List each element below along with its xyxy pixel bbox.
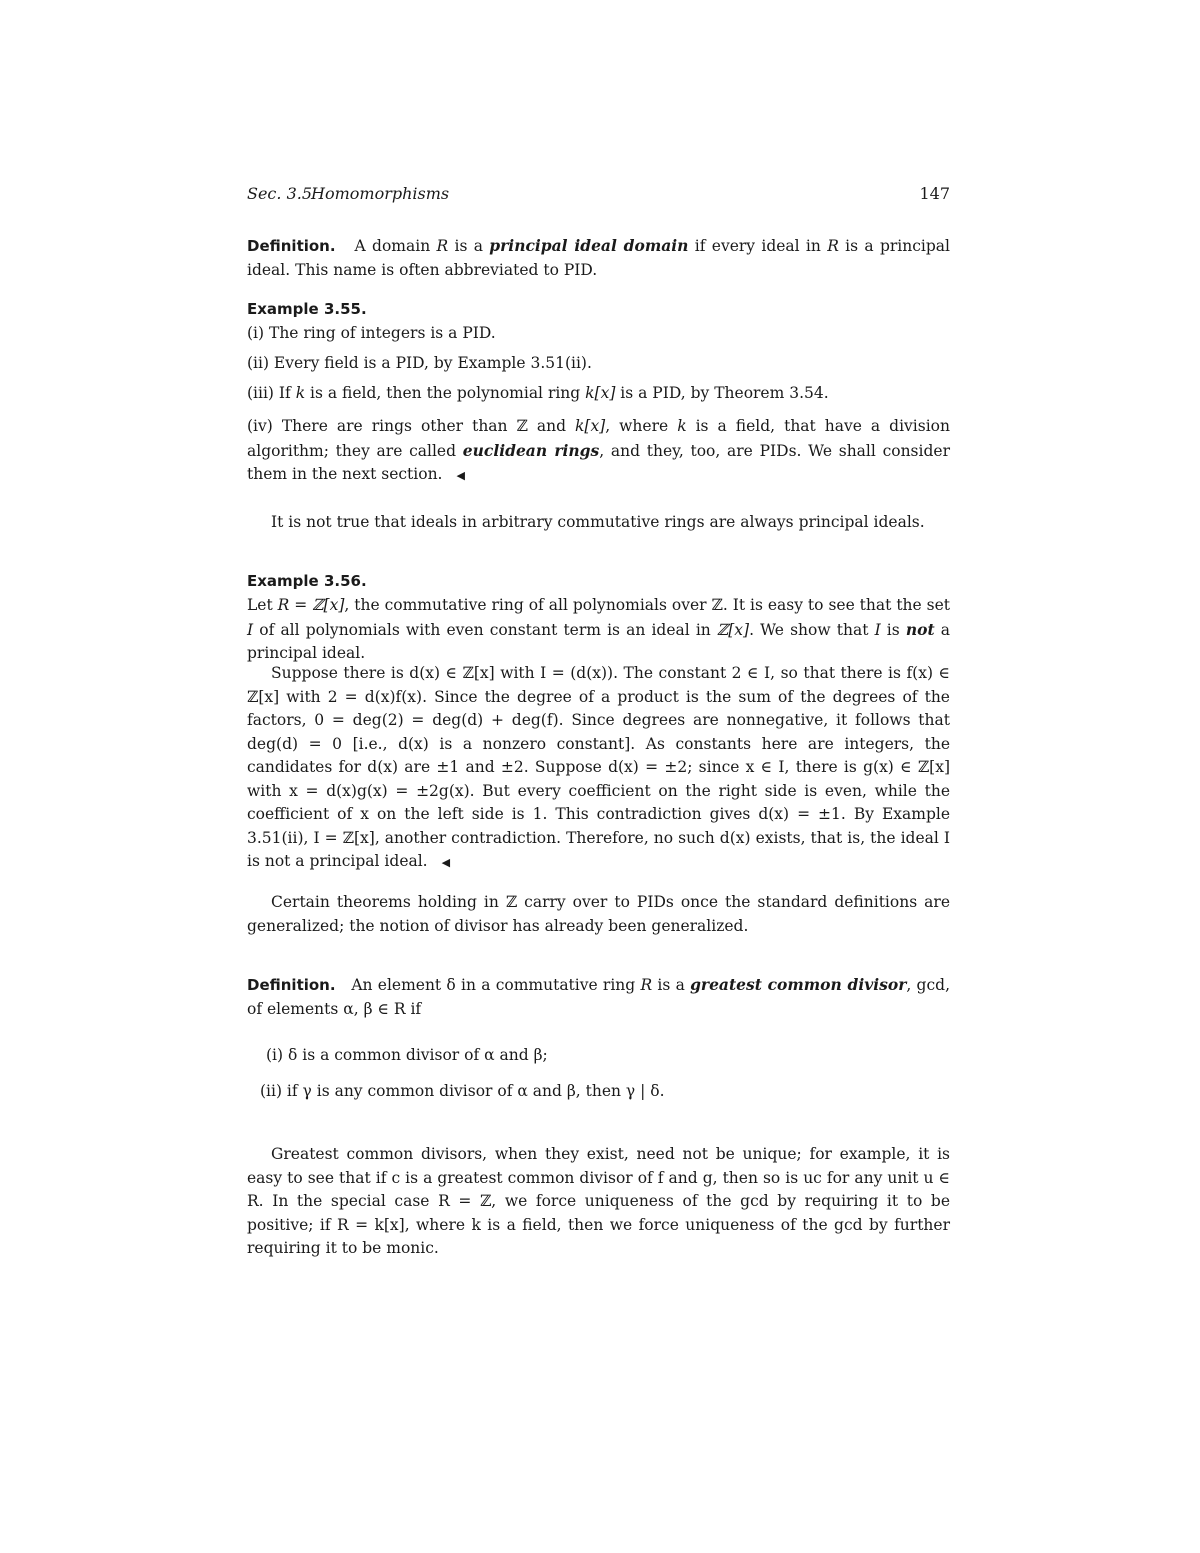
paragraph: It is not true that ideals in arbitrary commutative rings are always principal ideals. [271,513,925,531]
running-header [247,184,950,208]
example-heading: Example 3.55. [247,300,367,318]
end-of-example-icon: ◀ [441,856,451,869]
paragraph: Greatest common divisors, when they exist, need not be unique; for example, it is easy to see that if c is a greatest common divisor of f and g, then so is uc for any unit u ∈ R. In the special case R = ℤ, we force uniqueness of the gcd by requiring it to be positive; if R = k[x], where k is a field, then we force uniqueness of the gcd by further requiring it to be monic. [247,1145,950,1257]
definition-condition: (i) δ is a common divisor of α and β; [266,1046,548,1064]
section-title: Homomorphisms [311,184,450,203]
paragraph: Suppose there is d(x) ∈ ℤ[x] with I = (d(x)). The constant 2 ∈ I, so that there is f(x) ∈ ℤ[x] with 2 = d(x)f(x). Since the degree of a product is the sum of the degrees of the factors, 0 = deg(2) = deg(d) + deg(f). Since degrees are nonnegative, it follows that deg(d) = 0 [i.e., d(x) is a nonzero constant]. As constants here are integers, the candidates for d(x) are ±1 and ±2. Suppose d(x) = ±2; since x ∈ I, there is g(x) ∈ ℤ[x] with x = d(x)g(x) = ±2g(x). But every coefficient on the right side is even, while the coefficient of x on the left side is 1. This contradiction gives d(x) = ±1. By Example 3.51(ii), I = ℤ[x], another contradiction. Therefore, no such d(x) exists, that is, the ideal I is not a principal ideal. ◀ [247,664,950,870]
paragraph: Let R = ℤ[x], the commutative ring of all polynomials over ℤ. It is easy to see that the set I of all polynomials with even constant term is an ideal in ℤ[x]. We show that I is not a principal ideal. [247,596,951,662]
example-item: (ii) Every field is a PID, by Example 3.51(ii). [247,354,592,372]
definition-pid: Definition. A domain R is a principal ideal domain if every ideal in R is a principal ideal. This name is often abbreviated to PID. [247,236,951,279]
defined-term: euclidean rings [462,440,600,460]
example-item: (i) The ring of integers is a PID. [247,324,496,342]
definition-label: Definition. [247,976,336,994]
section-number: Sec. 3.5 [247,184,313,203]
definition-condition: (ii) if γ is any common divisor of α and β, then γ | δ. [260,1082,665,1100]
page-number: 147 [919,184,950,203]
defined-term: greatest common divisor [690,975,907,994]
example-item: (iii) If k is a field, then the polynomial ring k[x] is a PID, by Theorem 3.54. [247,384,829,402]
example-heading: Example 3.56. [247,572,367,590]
example-item: (iv) There are rings other than ℤ and k[x], where k is a field, that have a division algorithm; they are called euclidean rings, and they, too, are PIDs. We shall consider them in the next section. ◀ [247,417,950,483]
definition-gcd: Definition. An element δ in a commutative ring R is a greatest common divisor, gcd, of elements α, β ∈ R if [247,975,951,1018]
paragraph: Certain theorems holding in ℤ carry over to PIDs once the standard definitions are generalized; the notion of divisor has already been generalized. [247,893,950,935]
definition-label: Definition. [247,237,336,255]
end-of-example-icon: ◀ [456,469,465,482]
defined-term: principal ideal domain [489,236,689,255]
